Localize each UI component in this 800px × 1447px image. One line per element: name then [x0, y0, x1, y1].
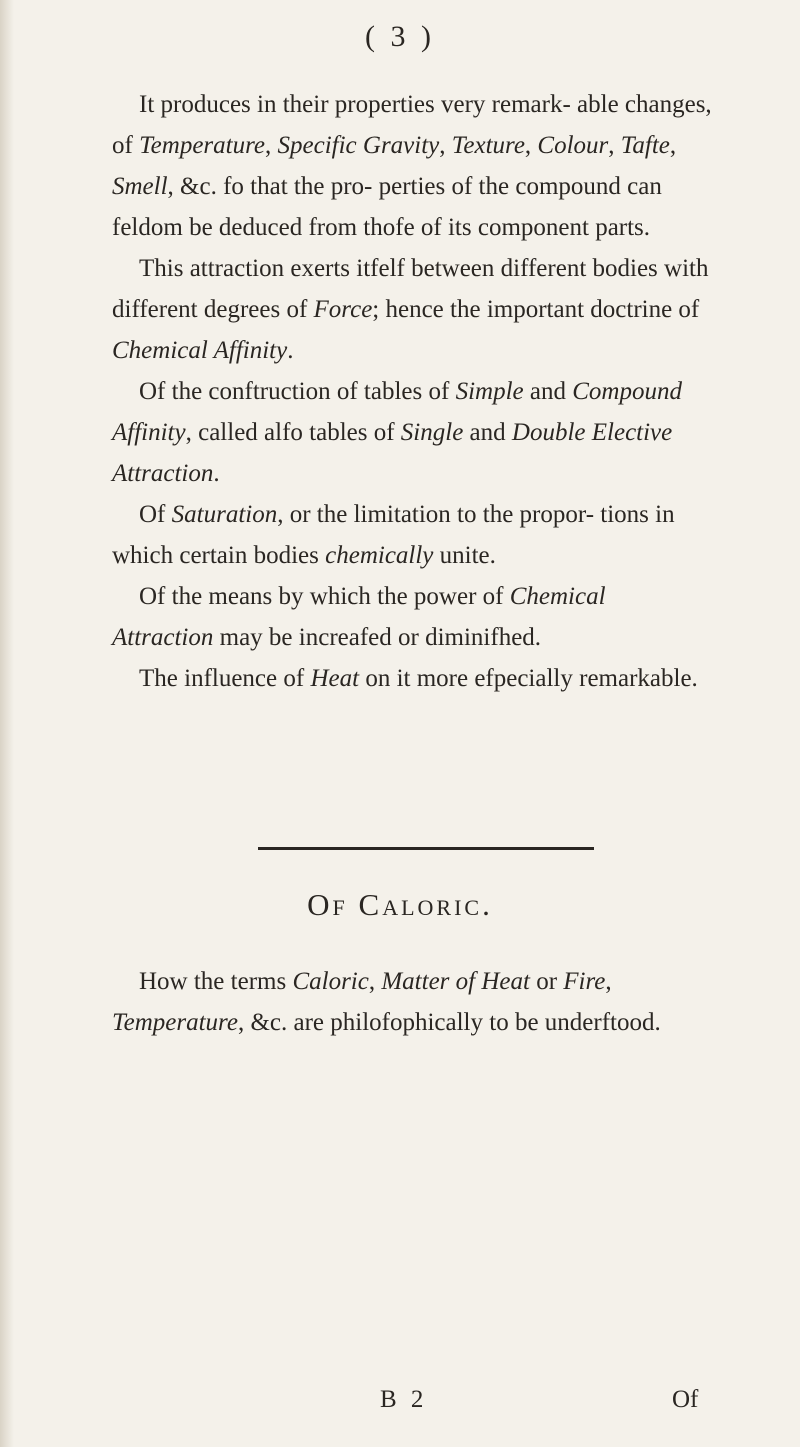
- text-run: , or the limitation to the propor- tions in which certain bodies: [112, 501, 675, 569]
- italic-term: Colour: [537, 132, 609, 159]
- section-title: Of Caloric.: [307, 887, 493, 922]
- text-run: The influence of: [139, 665, 311, 692]
- page-number: ( 3 ): [365, 20, 435, 53]
- section-divider-rule: [258, 847, 594, 850]
- text-run: ,: [524, 132, 538, 159]
- text-run: ,: [605, 968, 612, 995]
- italic-term: Double Elective Attraction: [112, 419, 673, 487]
- section-body-text: [112, 961, 712, 1043]
- italic-term: Compound Affinity: [112, 378, 682, 446]
- text-run: It produces in their properties very remark- able changes, of: [112, 91, 712, 159]
- page-edge-shadow: [0, 0, 14, 1447]
- text-run: This attraction exerts itfelf between different bodies with different degrees of: [112, 255, 709, 323]
- italic-term: Tafte: [620, 132, 670, 159]
- paragraph: [112, 576, 712, 658]
- italic-term: Chemical Affinity: [112, 337, 288, 364]
- italic-term: Texture: [451, 132, 525, 159]
- italic-term: chemically: [325, 542, 434, 569]
- text-run: , called alfo tables of: [185, 419, 401, 446]
- text-run: or: [529, 968, 564, 995]
- italic-term: Specific Gravity: [277, 132, 440, 159]
- text-run: ,: [669, 132, 677, 159]
- body-text: [112, 84, 712, 699]
- text-run: on it more efpecially remarkable.: [359, 665, 698, 692]
- catchword: Of: [672, 1386, 699, 1413]
- text-run: ,: [368, 968, 382, 995]
- text-run: Of the means by which the power of: [139, 583, 510, 610]
- italic-term: Chemical Attraction: [112, 583, 606, 651]
- text-run: , &c. fo that the pro- perties of the compound can feldom be deduced from thofe of its component parts.: [112, 173, 662, 241]
- paragraph: [112, 371, 712, 494]
- text-run: and: [463, 419, 512, 446]
- text-run: ,: [608, 132, 621, 159]
- italic-term: Smell: [112, 173, 168, 200]
- paragraph: [112, 84, 712, 248]
- italic-term: Fire: [563, 968, 606, 995]
- italic-term: Saturation: [171, 501, 278, 528]
- text-run: .: [213, 460, 220, 487]
- text-run: unite.: [433, 542, 496, 569]
- italic-term: Simple: [455, 378, 524, 405]
- signature-mark: B 2: [380, 1386, 428, 1413]
- italic-term: Temperature: [112, 1009, 238, 1036]
- text-run: .: [287, 337, 294, 364]
- italic-term: Temperature: [139, 132, 266, 159]
- text-run: How the terms: [139, 968, 293, 995]
- text-run: Of: [139, 501, 172, 528]
- text-run: ; hence the important doctrine of: [372, 296, 700, 323]
- italic-term: Single: [400, 419, 464, 446]
- paragraph: [112, 658, 712, 699]
- paragraph: [112, 248, 712, 371]
- paragraph: [112, 961, 712, 1043]
- text-run: ,: [439, 132, 452, 159]
- italic-term: Force: [313, 296, 373, 323]
- italic-term: Heat: [310, 665, 360, 692]
- text-run: , &c. are philofophically to be underftood.: [237, 1009, 661, 1036]
- text-run: Of the conftruction of tables of: [139, 378, 456, 405]
- text-run: and: [523, 378, 573, 405]
- text-run: may be increafed or diminifhed.: [213, 624, 542, 651]
- paragraph: [112, 494, 712, 576]
- italic-term: Caloric: [292, 968, 369, 995]
- italic-term: Matter of Heat: [381, 968, 530, 995]
- text-run: ,: [265, 132, 278, 159]
